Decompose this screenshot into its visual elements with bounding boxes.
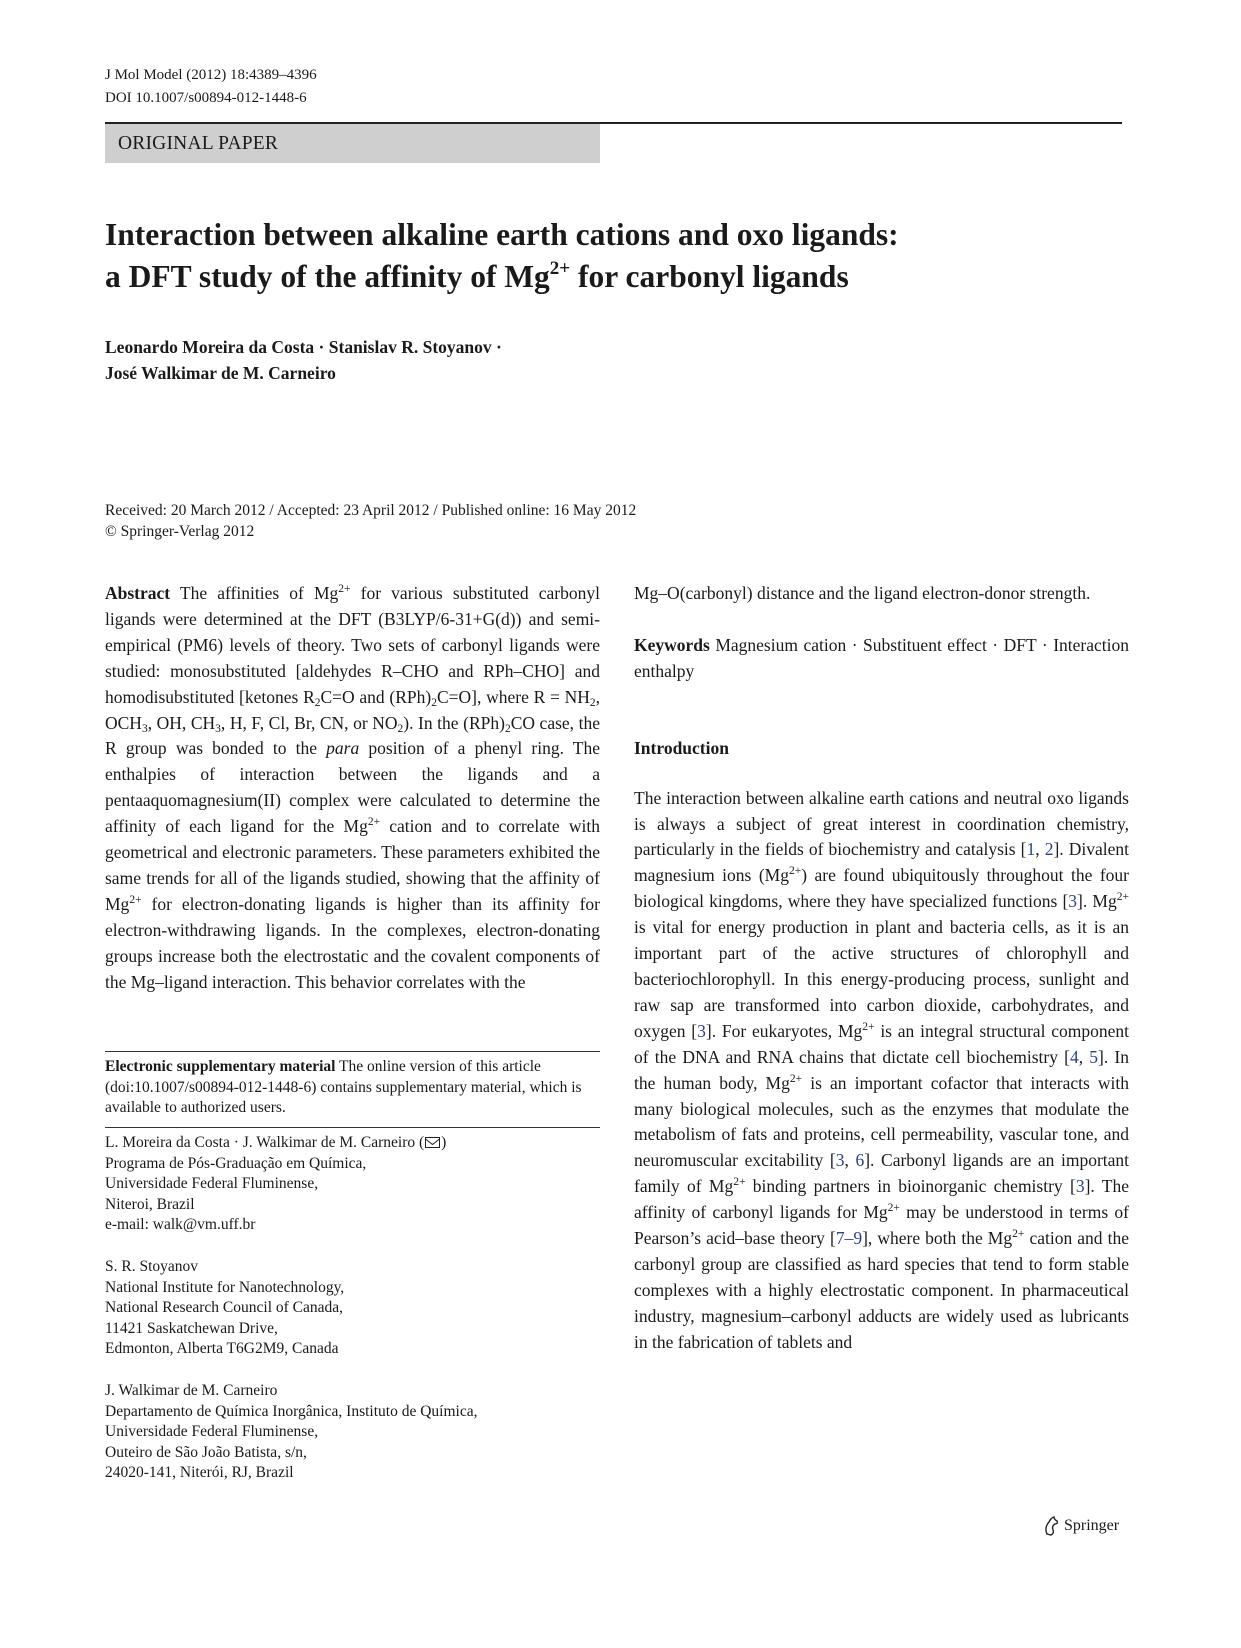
citation-link[interactable]: 4 [1069, 1046, 1079, 1067]
affiliation-block: J. Walkimar de M. Carneiro Departamento de Química Inorgânica, Instituto de Química, Universidade Federal Fluminense, Outeiro de São João Batista, s/n, 24020-141, Niterói, RJ, Brazil [105, 1382, 478, 1482]
abstract-paragraph: Abstract The affinities of $Mg^{2+}$ for various substituted carbonyl ligands were determined at the DFT (B3LYP/6-31+G(d)) and semi-empirical (PM6) levels of theory. Two sets of carbonyl ligands were studied: monosubstituted [aldehydes R–CHO and RPh–CHO] and homodisubstituted [ketones $R_2C=O$ and $(RPh)_2C=O$], where $R = NH_2$, $OCH_3$, OH, $CH_3$, H, F, Cl, Br, CN, or $NO_2$). In the $(RPh)_2CO$ case, the R group was bonded to the para position of a phenyl ring. The enthalpies of interaction between the ligands and a pentaaquomagnesium(II) complex were calculated to determine the affinity of each ligand for the $Mg^{2+}$ cation and to correlate with geometrical and electronic parameters. These parameters exhibited the same trends for all of the ligands studied, showing that the affinity of $Mg^{2+}$ for electron-donating ligands is higher than its affinity for electron-withdrawing ligands. In the complexes, electron-donating groups increase both the electrostatic and the covalent components of the Mg–ligand interaction. This behavior correlates with the [105, 583, 600, 992]
citation-link[interactable]: 5 [1089, 1046, 1099, 1067]
supplementary-note [105, 1057, 600, 1119]
footnote-rule [105, 1051, 600, 1052]
keywords-text: Magnesium cation · Substituent effect · DFT · Interaction enthalpy [634, 634, 1129, 681]
article-history: Received: 20 March 2012 / Accepted: 23 April 2012 / Published online: 16 May 2012 [105, 502, 637, 519]
journal-citation: J Mol Model (2012) 18:4389–4396 [105, 67, 317, 83]
citation-link[interactable]: 3 [697, 1020, 706, 1041]
authors-line-2: José Walkimar de M. Carneiro [105, 363, 336, 383]
right-column [634, 581, 1129, 1356]
copyright-notice: © Springer-Verlag 2012 [105, 523, 255, 540]
title-charge: 2+ [549, 258, 571, 279]
title-line-1: Interaction between alkaline earth cations and oxo ligands: [105, 217, 899, 252]
publisher-logo [1042, 1515, 1119, 1537]
author-email[interactable]: e-mail: walk@vm.uff.br [105, 1216, 256, 1234]
keywords-paragraph [634, 633, 1129, 685]
article-dates [105, 500, 636, 542]
title-line-2a: a DFT study of the affinity of Mg [105, 259, 550, 294]
title-line-2b: for carbonyl ligands [570, 259, 849, 294]
left-column [105, 581, 600, 996]
affiliation-block: L. Moreira da Costa · J. Walkimar de M. Carneiro ( ) Programa de Pós-Graduação em Química, Universidade Federal Fluminense, Niteroi, Brazil e-mail: walk@vm.uff.br [105, 1133, 600, 1236]
author-list [105, 334, 502, 386]
citation-link[interactable]: 1 [1026, 839, 1036, 860]
envelope-icon [425, 1137, 440, 1148]
affiliation-block: S. R. Stoyanov National Institute for Nanotechnology, National Research Council of Canada, 11421 Saskatchewan Drive, Edmonton, Alberta T6G2M9, Canada [105, 1258, 345, 1358]
article-type-banner: ORIGINAL PAPER [105, 124, 600, 163]
citation-link[interactable]: 3 [835, 1150, 845, 1171]
keywords-label: Keywords [634, 634, 710, 655]
citation-link[interactable]: 2 [1044, 839, 1054, 860]
journal-doi: DOI 10.1007/s00894-012-1448-6 [105, 90, 307, 106]
paper-title [105, 214, 1145, 298]
abstract-label: Abstract [105, 583, 171, 603]
supplementary-label: Electronic supplementary material [105, 1058, 336, 1075]
citation-link[interactable]: 3 [1075, 1176, 1085, 1197]
publisher-name: Springer [1064, 1517, 1120, 1534]
footnote-rule [105, 1127, 600, 1128]
supplementary-text: The online version of this article (doi:10.1007/s00894-012-1448-6) contains supplementary material, which is available to authorized users. [105, 1058, 582, 1117]
introduction-paragraph: The interaction between alkaline earth cations and neutral oxo ligands is always a subject of great interest in coordination chemistry, particularly in the fields of biochemistry and catalysis [1, 2]. Divalent magnesium ions $(Mg^{2+})$ are found ubiquitously throughout the four biological kingdoms, where they have specialized functions [3]. $Mg^{2+}$ is vital for energy production in plant and bacteria cells, as it is an important part of the active structures of chlorophyll and bacteriochlorophyll. In this energy-producing process, sunlight and raw sap are transformed into carbon dioxide, carbohydrates, and oxygen [3]. For eukaryotes, $Mg^{2+}$ is an integral structural component of the DNA and RNA chains that dictate cell biochemistry [4, 5]. In the human body, $Mg^{2+}$ is an important cofactor that interacts with many biological molecules, such as the enzymes that modulate the metabolism of fats and proteins, cell permeability, vascular tone, and neuromuscular excitability [3, 6]. Carbonyl ligands are an important family of $Mg^{2+}$ binding partners in bioinorganic chemistry [3]. The affinity of carbonyl ligands for $Mg^{2+}$ may be understood in terms of Pearson’s acid–base theory [7–9], where both the $Mg^{2+}$ cation and the carbonyl group are classified as hard species that tend to form stable complexes with a highly electrostatic component. In pharmaceutical industry, magnesium–carbonyl adducts are widely used as lubricants in the fabrication of tablets and [634, 787, 1130, 1352]
journal-header [105, 64, 317, 110]
introduction-heading: Introduction [634, 737, 729, 758]
abstract-continuation: Mg–O(carbonyl) distance and the ligand electron-donor strength. [634, 583, 1091, 603]
authors-line-1: Leonardo Moreira da Costa · Stanislav R. Stoyanov · [105, 337, 502, 357]
citation-link[interactable]: 7–9 [835, 1228, 863, 1249]
citation-link[interactable]: 3 [1068, 891, 1078, 912]
springer-horse-icon [1042, 1516, 1060, 1536]
citation-link[interactable]: 6 [855, 1150, 865, 1171]
